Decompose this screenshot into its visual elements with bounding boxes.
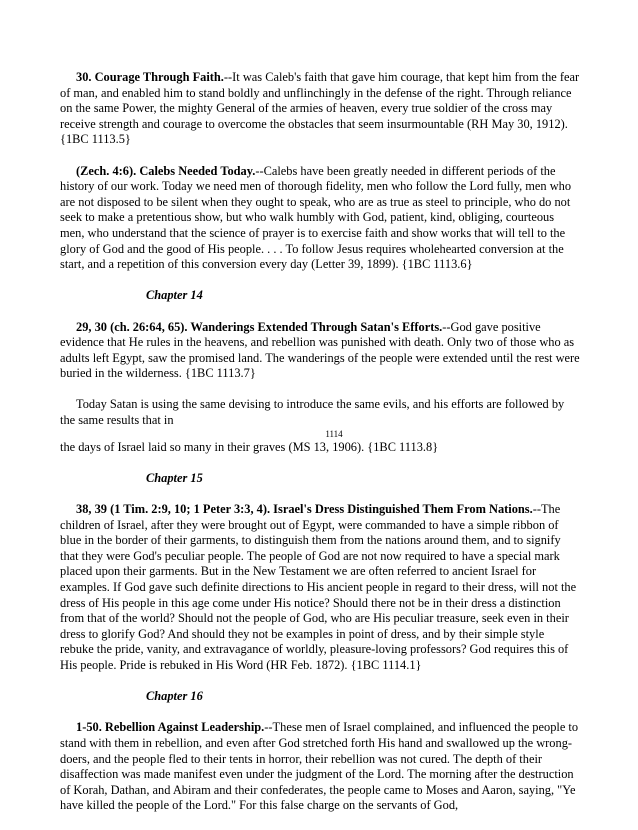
- chapter-heading-16: Chapter 16: [146, 689, 203, 704]
- paragraph-wanderings-extended: [60, 320, 580, 382]
- paragraph-heading: 29, 30 (ch. 26:64, 65). Wanderings Extended Through Satan's Efforts.: [76, 319, 443, 334]
- paragraph-courage-through-faith: [60, 70, 580, 148]
- paragraph-text: --Calebs have been greatly needed in different periods of the history of our work. Today we need men of thorough fidelity, men who follow the Lord fully, men who are not disposed to be silent when they ought to speak, who are as true as steel to principle, who do not seek to make a pretentious show, but who walk humbly with God, patient, kind, obliging, courteous men, who understand that the science of prayer is to exercise faith and show works that will tell to the glory of God and the good of His people. . . . To follow Jesus requires wholehearted conversion at the start, and a repetition of this conversion every day (Letter 39, 1899). {1BC 1113.6}: [60, 163, 572, 272]
- page-number: 1114: [325, 428, 343, 439]
- paragraph-heading: 38, 39 (1 Tim. 2:9, 10; 1 Peter 3:3, 4). Israel's Dress Distinguished Them From Nations.: [76, 502, 533, 517]
- document-page: [60, 70, 580, 830]
- chapter-heading-15: Chapter 15: [146, 470, 203, 485]
- paragraph-text: --These men of Israel complained, and influenced the people to stand with them in rebellion, and even after God stretched forth His hand and swallowed up the wrong-doers, and the people fled to their tents in horror, their rebellion was not cured. The depth of their disaffection was made manifest even under the judgment of the Lord. The morning after the destruction of Korah, Dathan, and Abiram and their confederates, the people came to Moses and Aaron, saying, "Ye have killed the people of the Lord." For this false charge on the servants of God,: [60, 720, 579, 813]
- chapter-heading-14: Chapter 14: [146, 288, 203, 303]
- paragraph-heading: (Zech. 4:6). Calebs Needed Today.: [76, 163, 256, 178]
- paragraph-heading: 1-50. Rebellion Against Leadership.: [76, 720, 265, 735]
- paragraph-text: --The children of Israel, after they were brought out of Egypt, were commanded to have a simple ribbon of blue in the border of their garments, to distinguish them from the nations around them, and to signify that they were God's peculiar people. The people of God are not now required to have a special mark placed upon their garments. But in the New Testament we are often referred to ancient Israel for examples. If God gave such definite directions to His ancient people in regard to their dress, will not the dress of His people in this age come under His notice? Should there not be in their dress a distinction from that of the world? Should not the people of God, who are His peculiar treasure, seek even in their dress to glorify God? And should they not be examples in point of dress, and by their simple style rebuke the pride, vanity, and extravagance of worldly, pleasure-loving professors? God requires this of His people. Pride is rebuked in His Word (HR Feb. 1872). {1BC 1114.1}: [60, 502, 577, 672]
- paragraph-israels-dress: [60, 502, 580, 674]
- paragraph-text: --It was Caleb's faith that gave him courage, that kept him from the fear of man, and enabled him to stand boldly and unflinchingly in the defense of the right. Through reliance on the same Power, the mighty General of the armies of heaven, every true soldier of the cross may receive strength and courage to overcome the obstacles that seem insurmountable (RH May 30, 1912). {1BC 1113.5}: [60, 70, 580, 147]
- paragraph-text: --God gave positive evidence that He rules in the heavens, and rebellion was punished with death. Only two of those who as adults left Egypt, saw the promised land. The wanderings of the people were extended until the rest were buried in the wilderness. {1BC 1113.7}: [60, 319, 580, 381]
- paragraph-continuation: the days of Israel laid so many in their graves (MS 13, 1906). {1BC 1113.8}: [60, 439, 439, 454]
- paragraph-rebellion-against-leadership: [60, 720, 580, 814]
- paragraph-calebs-needed-today: [60, 164, 580, 273]
- paragraph-satan-devising: Today Satan is using the same devising to introduce the same evils, and his efforts are followed by the same results that in: [60, 397, 565, 428]
- paragraph-heading: 30. Courage Through Faith.: [76, 70, 224, 84]
